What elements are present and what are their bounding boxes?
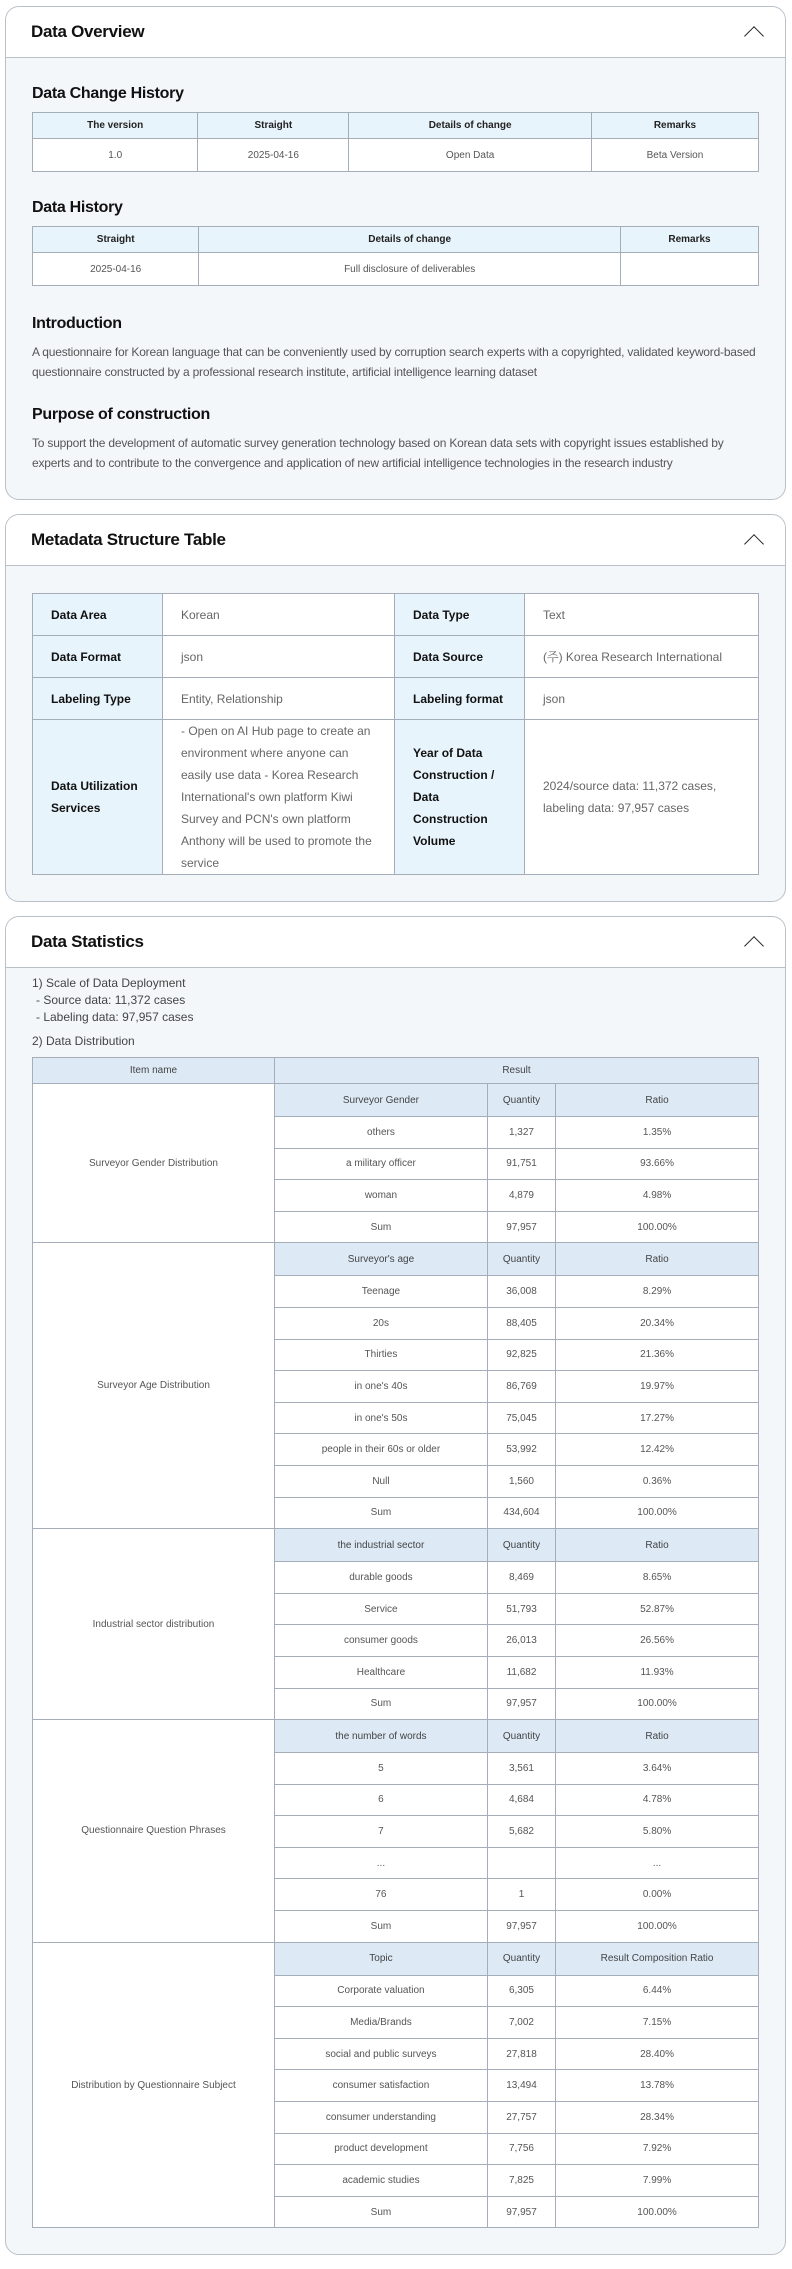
- metadata-value: - Open on AI Hub page to create an environment where anyone can easily use data - Korea Research International's own platform Kiwi Survey and PCN's own platform Anthony will be used to promote the service: [163, 720, 395, 875]
- category-cell: Sum: [275, 1211, 488, 1243]
- category-cell: durable goods: [275, 1562, 488, 1594]
- ratio-cell: 20.34%: [556, 1307, 759, 1339]
- category-cell: Media/Brands: [275, 2007, 488, 2039]
- group-column-header: Surveyor Gender: [275, 1084, 488, 1117]
- ratio-cell: 28.40%: [556, 2038, 759, 2070]
- metadata-key: Year of Data Construction / Data Construction Volume: [395, 720, 525, 875]
- group-header-row: [33, 1942, 759, 1975]
- data-history-title: Data History: [32, 199, 123, 216]
- quantity-cell: 92,825: [487, 1339, 555, 1371]
- metadata-key: Data Utilization Services: [33, 720, 163, 875]
- quantity-cell: 3,561: [487, 1753, 555, 1785]
- metadata-key: Labeling Type: [33, 678, 163, 720]
- group-column-header: the number of words: [275, 1720, 488, 1753]
- category-cell: in one's 50s: [275, 1402, 488, 1434]
- column-header: Straight: [33, 227, 199, 253]
- category-cell: 7: [275, 1816, 488, 1848]
- quantity-cell: 75,045: [487, 1402, 555, 1434]
- quantity-cell: 11,682: [487, 1656, 555, 1688]
- category-cell: woman: [275, 1180, 488, 1212]
- metadata-key: Labeling format: [395, 678, 525, 720]
- table-cell: Beta Version: [591, 139, 758, 172]
- group-header-row: [33, 1243, 759, 1276]
- panel-title: Data Overview: [31, 22, 145, 41]
- column-header: Remarks: [620, 227, 758, 253]
- category-cell: Sum: [275, 1688, 488, 1720]
- ratio-cell: 100.00%: [556, 1911, 759, 1943]
- group-header-row: [33, 1720, 759, 1753]
- column-header: Details of change: [349, 113, 592, 139]
- category-cell: social and public surveys: [275, 2038, 488, 2070]
- group-column-header: Ratio: [556, 1529, 759, 1562]
- group-column-header: Ratio: [556, 1720, 759, 1753]
- group-column-header: Ratio: [556, 1243, 759, 1276]
- table-cell: Open Data: [349, 139, 592, 172]
- category-cell: Healthcare: [275, 1656, 488, 1688]
- category-cell: 76: [275, 1879, 488, 1911]
- item-name-cell: Distribution by Questionnaire Subject: [33, 1942, 275, 2228]
- item-name-cell: Surveyor Gender Distribution: [33, 1084, 275, 1243]
- quantity-cell: 4,879: [487, 1180, 555, 1212]
- group-column-header: Quantity: [487, 1084, 555, 1117]
- metadata-value: Text: [525, 594, 759, 636]
- data-overview-panel: [5, 6, 786, 500]
- ratio-cell: 7.92%: [556, 2133, 759, 2165]
- quantity-cell: [487, 1847, 555, 1879]
- metadata-row: [33, 678, 759, 720]
- metadata-value: json: [163, 636, 395, 678]
- table-cell: 2025-04-16: [198, 139, 349, 172]
- quantity-cell: 86,769: [487, 1371, 555, 1403]
- quantity-cell: 5,682: [487, 1816, 555, 1848]
- category-cell: Sum: [275, 1497, 488, 1529]
- category-cell: Teenage: [275, 1276, 488, 1308]
- ratio-cell: 11.93%: [556, 1656, 759, 1688]
- statistics-header[interactable]: [6, 917, 785, 968]
- metadata-header[interactable]: [6, 515, 785, 566]
- category-cell: consumer satisfaction: [275, 2070, 488, 2102]
- ratio-cell: 13.78%: [556, 2070, 759, 2102]
- group-column-header: Quantity: [487, 1942, 555, 1975]
- group-header-row: [33, 1084, 759, 1117]
- category-cell: people in their 60s or older: [275, 1434, 488, 1466]
- quantity-cell: 7,756: [487, 2133, 555, 2165]
- ratio-cell: 8.29%: [556, 1276, 759, 1308]
- quantity-cell: 26,013: [487, 1625, 555, 1657]
- column-header-result: Result: [275, 1058, 759, 1084]
- table-cell: 2025-04-16: [33, 253, 199, 286]
- category-cell: Null: [275, 1465, 488, 1497]
- quantity-cell: 51,793: [487, 1593, 555, 1625]
- ratio-cell: 100.00%: [556, 1497, 759, 1529]
- ratio-cell: 93.66%: [556, 1148, 759, 1180]
- introduction-text: A questionnaire for Korean language that can be conveniently used by corruption search experts with a copyrighted, validated keyword-based questionnaire constructed by a professional research institute, artificial intelligence learning dataset: [32, 345, 756, 379]
- ratio-cell: 52.87%: [556, 1593, 759, 1625]
- metadata-row: [33, 720, 759, 875]
- ratio-cell: 12.42%: [556, 1434, 759, 1466]
- ratio-cell: 100.00%: [556, 1688, 759, 1720]
- statistics-panel: [5, 916, 786, 2255]
- quantity-cell: 97,957: [487, 1911, 555, 1943]
- source-data-line: - Source data: 11,372 cases: [36, 993, 186, 1007]
- quantity-cell: 7,825: [487, 2165, 555, 2197]
- quantity-cell: 6,305: [487, 1975, 555, 2007]
- ratio-cell: 7.99%: [556, 2165, 759, 2197]
- item-name-cell: Surveyor Age Distribution: [33, 1243, 275, 1529]
- category-cell: Corporate valuation: [275, 1975, 488, 2007]
- labeling-data-line: - Labeling data: 97,957 cases: [36, 1010, 194, 1024]
- ratio-cell: 100.00%: [556, 2196, 759, 2228]
- quantity-cell: 434,604: [487, 1497, 555, 1529]
- group-column-header: Quantity: [487, 1529, 555, 1562]
- category-cell: others: [275, 1117, 488, 1149]
- category-cell: Sum: [275, 2196, 488, 2228]
- quantity-cell: 27,818: [487, 2038, 555, 2070]
- table-cell: Full disclosure of deliverables: [199, 253, 621, 286]
- ratio-cell: ...: [556, 1847, 759, 1879]
- quantity-cell: 1: [487, 1879, 555, 1911]
- metadata-row: [33, 636, 759, 678]
- quantity-cell: 4,684: [487, 1784, 555, 1816]
- quantity-cell: 53,992: [487, 1434, 555, 1466]
- distribution-title: 2) Data Distribution: [32, 1034, 135, 1048]
- change-history-table: [32, 112, 759, 172]
- metadata-table: [32, 593, 759, 875]
- metadata-value: 2024/source data: 11,372 cases, labeling data: 97,957 cases: [525, 720, 759, 875]
- quantity-cell: 91,751: [487, 1148, 555, 1180]
- quantity-cell: 7,002: [487, 2007, 555, 2039]
- distribution-table: [32, 1057, 759, 2228]
- quantity-cell: 88,405: [487, 1307, 555, 1339]
- item-name-cell: Questionnaire Question Phrases: [33, 1720, 275, 1943]
- ratio-cell: 6.44%: [556, 1975, 759, 2007]
- quantity-cell: 27,757: [487, 2102, 555, 2134]
- quantity-cell: 97,957: [487, 2196, 555, 2228]
- category-cell: in one's 40s: [275, 1371, 488, 1403]
- data-overview-header[interactable]: [6, 7, 785, 58]
- category-cell: ...: [275, 1847, 488, 1879]
- panel-title: Metadata Structure Table: [31, 530, 226, 549]
- category-cell: product development: [275, 2133, 488, 2165]
- category-cell: Sum: [275, 1911, 488, 1943]
- metadata-key: Data Format: [33, 636, 163, 678]
- column-header: Remarks: [591, 113, 758, 139]
- column-header: The version: [33, 113, 198, 139]
- ratio-cell: 8.65%: [556, 1562, 759, 1594]
- ratio-cell: 7.15%: [556, 2007, 759, 2039]
- introduction-title: Introduction: [32, 315, 122, 332]
- group-column-header: Quantity: [487, 1720, 555, 1753]
- ratio-cell: 26.56%: [556, 1625, 759, 1657]
- category-cell: consumer understanding: [275, 2102, 488, 2134]
- metadata-row: [33, 594, 759, 636]
- quantity-cell: 8,469: [487, 1562, 555, 1594]
- category-cell: 6: [275, 1784, 488, 1816]
- quantity-cell: 97,957: [487, 1688, 555, 1720]
- ratio-cell: 28.34%: [556, 2102, 759, 2134]
- purpose-title: Purpose of construction: [32, 406, 210, 423]
- group-column-header: Ratio: [556, 1084, 759, 1117]
- metadata-key: Data Type: [395, 594, 525, 636]
- category-cell: 20s: [275, 1307, 488, 1339]
- quantity-cell: 1,327: [487, 1117, 555, 1149]
- metadata-value: json: [525, 678, 759, 720]
- scale-title: 1) Scale of Data Deployment: [32, 976, 186, 990]
- ratio-cell: 21.36%: [556, 1339, 759, 1371]
- chevron-up-icon[interactable]: [744, 26, 764, 46]
- ratio-cell: 5.80%: [556, 1816, 759, 1848]
- table-row: [33, 253, 759, 286]
- category-cell: Thirties: [275, 1339, 488, 1371]
- table-row: [33, 139, 759, 172]
- category-cell: consumer goods: [275, 1625, 488, 1657]
- group-column-header: the industrial sector: [275, 1529, 488, 1562]
- group-header-row: [33, 1529, 759, 1562]
- panel-title: Data Statistics: [31, 932, 144, 951]
- category-cell: Service: [275, 1593, 488, 1625]
- group-column-header: Quantity: [487, 1243, 555, 1276]
- column-header: Straight: [198, 113, 349, 139]
- ratio-cell: 17.27%: [556, 1402, 759, 1434]
- category-cell: a military officer: [275, 1148, 488, 1180]
- metadata-value: (주) Korea Research International: [525, 636, 759, 678]
- ratio-cell: 4.78%: [556, 1784, 759, 1816]
- ratio-cell: 1.35%: [556, 1117, 759, 1149]
- quantity-cell: 13,494: [487, 2070, 555, 2102]
- metadata-key: Data Source: [395, 636, 525, 678]
- category-cell: academic studies: [275, 2165, 488, 2197]
- ratio-cell: 3.64%: [556, 1753, 759, 1785]
- ratio-cell: 0.00%: [556, 1879, 759, 1911]
- column-header: Details of change: [199, 227, 621, 253]
- purpose-text: To support the development of automatic survey generation technology based on Korean data sets with copyright issues established by experts and to contribute to the convergence and application of new artificial intelligence technologies in the research industry: [32, 436, 724, 470]
- group-column-header: Surveyor's age: [275, 1243, 488, 1276]
- quantity-cell: 97,957: [487, 1211, 555, 1243]
- metadata-value: Korean: [163, 594, 395, 636]
- quantity-cell: 1,560: [487, 1465, 555, 1497]
- column-header-item: Item name: [33, 1058, 275, 1084]
- scale-summary: [32, 968, 759, 1050]
- ratio-cell: 0.36%: [556, 1465, 759, 1497]
- ratio-cell: 19.97%: [556, 1371, 759, 1403]
- data-history-table: [32, 226, 759, 286]
- metadata-key: Data Area: [33, 594, 163, 636]
- group-column-header: Topic: [275, 1942, 488, 1975]
- table-cell: [620, 253, 758, 286]
- chevron-up-icon[interactable]: [744, 534, 764, 554]
- table-cell: 1.0: [33, 139, 198, 172]
- group-column-header: Result Composition Ratio: [556, 1942, 759, 1975]
- metadata-panel: [5, 514, 786, 902]
- item-name-cell: Industrial sector distribution: [33, 1529, 275, 1720]
- ratio-cell: 4.98%: [556, 1180, 759, 1212]
- metadata-value: Entity, Relationship: [163, 678, 395, 720]
- quantity-cell: 36,008: [487, 1276, 555, 1308]
- ratio-cell: 100.00%: [556, 1211, 759, 1243]
- category-cell: 5: [275, 1753, 488, 1785]
- chevron-up-icon[interactable]: [744, 936, 764, 956]
- change-history-title: Data Change History: [32, 85, 184, 102]
